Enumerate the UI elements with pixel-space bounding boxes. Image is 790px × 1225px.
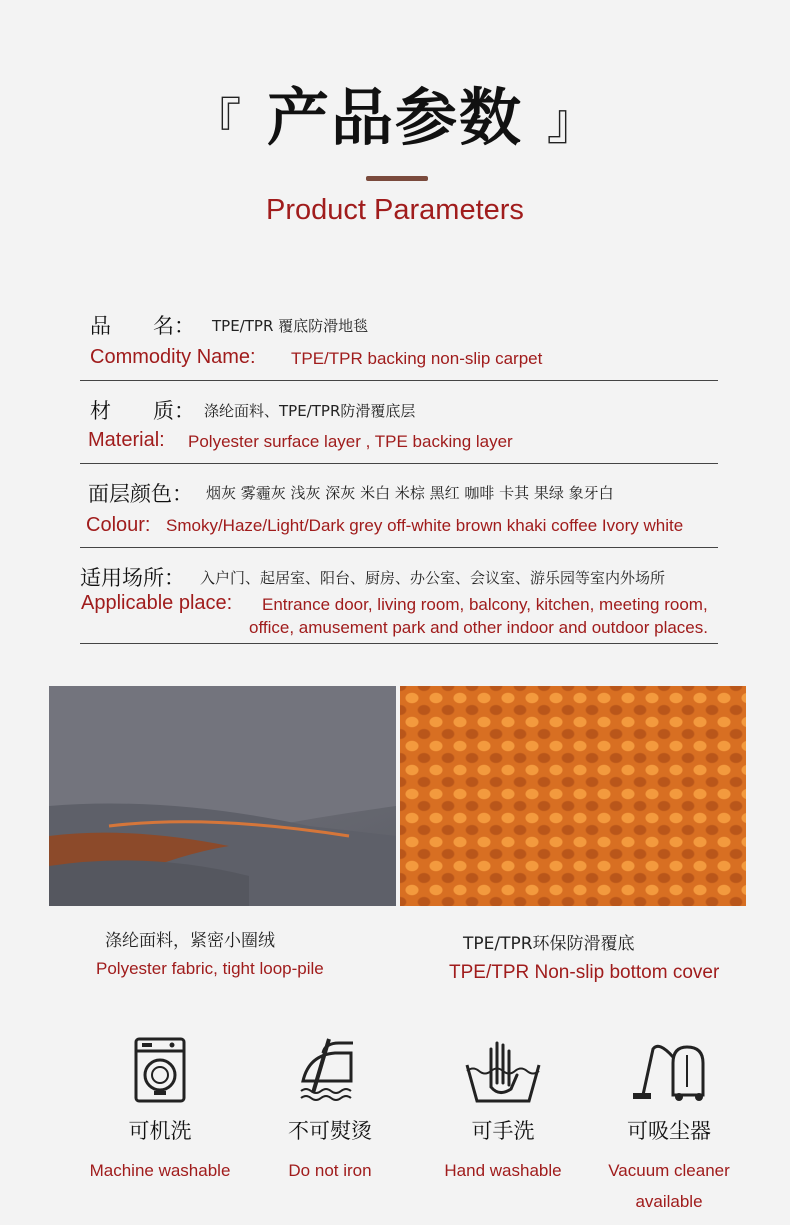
row-divider <box>80 463 718 464</box>
page-title-en: Product Parameters <box>266 194 524 226</box>
hand-wash-icon <box>463 1035 543 1105</box>
carpet-roll-illustration <box>49 686 396 906</box>
photo-caption-cn-fabric: 涤纶面料，紧密小圈绒 <box>105 931 275 951</box>
param-label-en-place: Applicable place: <box>81 592 233 614</box>
title-cn-text: 产品参数 <box>266 81 523 154</box>
bracket-left: 『 <box>191 93 244 151</box>
care-label-en: Machine washable <box>89 1161 231 1180</box>
param-value-en-place-line2: office, amusement park and other indoor and outdoor places. <box>249 618 708 637</box>
no-iron-icon <box>295 1035 365 1105</box>
param-value-cn-colour: 烟灰 雾霾灰 浅灰 深灰 米白 米棕 黑红 咖啡 卡其 果绿 象牙白 <box>206 484 614 502</box>
title-divider <box>366 176 428 181</box>
care-label-en: Vacuum cleaner available <box>608 1161 730 1211</box>
vacuum-cleaner-icon <box>629 1035 709 1105</box>
bracket-right: 』 <box>546 93 599 151</box>
care-label-cn: 不可熨烫 <box>288 1119 372 1143</box>
param-value-cn-place: 入户门、起居室、阳台、厨房、办公室、会议室、游乐园等室内外场所 <box>200 569 666 587</box>
row-divider <box>80 547 718 548</box>
care-label-en: Do not iron <box>288 1161 372 1180</box>
param-label-cn-place: 适用场所： <box>80 566 185 590</box>
param-label-cn-name: 品 名： <box>90 314 195 338</box>
care-label-cn: 可手洗 <box>471 1119 535 1143</box>
care-label-cn: 可机洗 <box>128 1119 192 1143</box>
care-vacuum <box>579 1035 759 1217</box>
photo-caption-en-fabric: Polyester fabric, tight loop-pile <box>96 959 324 978</box>
photo-caption-en-backing: TPE/TPR Non-slip bottom cover <box>449 962 720 983</box>
param-value-en-name: TPE/TPR backing non-slip carpet <box>291 349 543 368</box>
param-label-cn-colour: 面层颜色： <box>88 482 193 506</box>
row-divider <box>80 643 718 644</box>
photo-caption-cn-backing: TPE/TPR环保防滑覆底 <box>463 934 635 954</box>
param-value-en-colour: Smoky/Haze/Light/Dark grey off-white brown khaki coffee Ivory white <box>166 516 684 535</box>
param-label-en-name: Commodity Name: <box>90 346 256 368</box>
param-label-en-colour: Colour: <box>86 514 151 536</box>
param-value-en-place: Entrance door, living room, balcony, kitchen, meeting room, <box>262 595 708 614</box>
tpe-backing-photo <box>400 686 746 906</box>
carpet-fabric-photo <box>49 686 396 906</box>
param-value-cn-name: TPE/TPR 覆底防滑地毯 <box>212 317 369 335</box>
care-label-cn: 可吸尘器 <box>627 1119 711 1143</box>
washing-machine-icon <box>130 1035 190 1105</box>
care-label-en: Hand washable <box>444 1161 562 1180</box>
param-label-cn-material: 材 质： <box>90 399 195 423</box>
param-label-en-material: Material: <box>88 429 165 451</box>
param-value-cn-material: 涤纶面料、TPE/TPR防滑覆底层 <box>204 402 416 420</box>
care-machine-wash <box>70 1035 250 1186</box>
page-title-cn <box>0 68 790 157</box>
param-value-en-material: Polyester surface layer , TPE backing layer <box>188 432 513 451</box>
row-divider <box>80 380 718 381</box>
care-hand-wash <box>413 1035 593 1186</box>
care-no-iron <box>240 1035 420 1186</box>
